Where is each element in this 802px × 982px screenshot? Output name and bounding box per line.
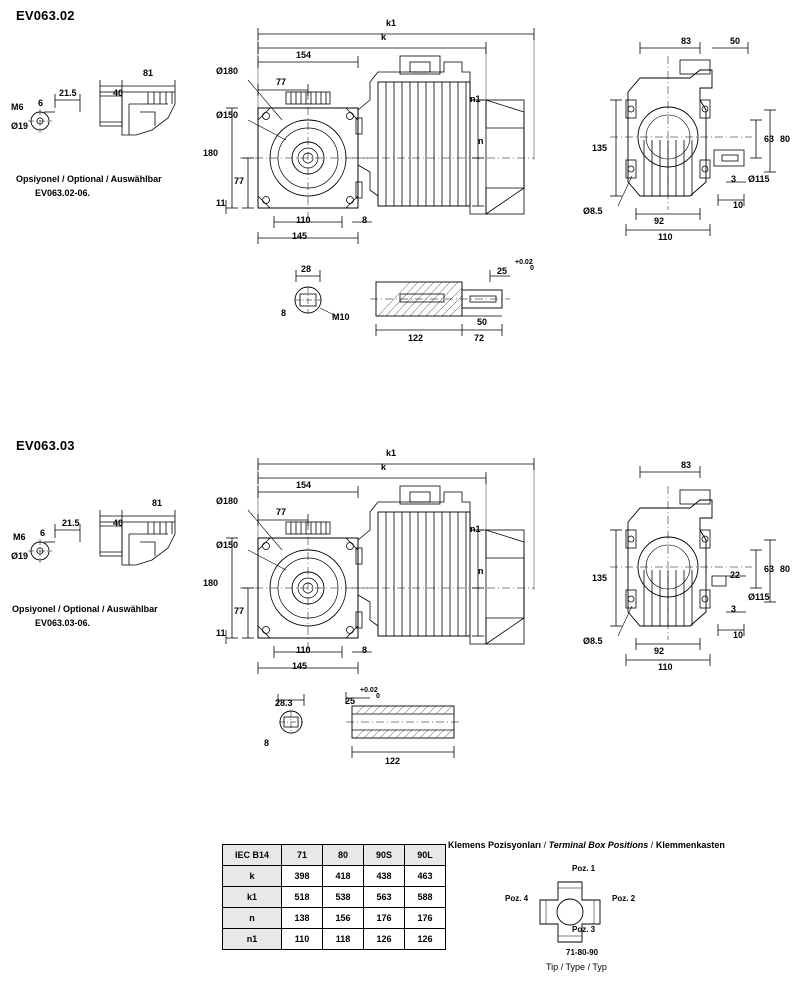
dim-n-s1: n [478, 136, 484, 146]
dim-92-s2: 92 [654, 646, 665, 656]
dim-8-s1: 8 [362, 215, 368, 225]
terminal-footer-sep2: / [587, 962, 593, 972]
dim-122-s1: 122 [408, 333, 424, 343]
dim-25-tol-upper-s2: +0.02 [360, 687, 378, 694]
table-row [223, 929, 446, 950]
dim-dia180-s1: Ø180 [216, 66, 239, 76]
dim-dia115-s1: Ø115 [748, 174, 770, 184]
optional-code-s1: EV063.02-06. [35, 188, 91, 198]
terminal-footer-tr: Tip [546, 962, 559, 972]
terminal-caption-sep2: / [650, 840, 654, 850]
table-row [223, 887, 446, 908]
dim-6-s1: 6 [38, 98, 44, 108]
dim-92-s1: 92 [654, 216, 665, 226]
row-label-k1: k1 [223, 887, 282, 908]
dim-m6-s2: M6 [13, 532, 26, 542]
dim-11-s2: 11 [216, 628, 226, 638]
terminal-footer-code: 71-80-90 [566, 948, 599, 957]
dim-k1-s1: k1 [386, 18, 397, 28]
dim-10-s1: 10 [733, 200, 744, 210]
dim-50b-s1: 50 [477, 317, 488, 327]
terminal-caption-tr: Klemens Pozisyonları [448, 840, 542, 850]
terminal-footer-sep1: / [560, 962, 566, 972]
dim-80-s1: 80 [780, 134, 791, 144]
row-label-k: k [223, 866, 282, 887]
terminal-caption-de: Klemmenkasten [655, 840, 725, 850]
dim-dia19-s1: Ø19 [11, 121, 29, 131]
row-label-n: n [223, 908, 282, 929]
cell-k-90s: 438 [364, 866, 405, 887]
dim-154-s2: 154 [296, 480, 312, 490]
dim-shaft28-s1: 28 [301, 264, 312, 274]
dim-6-s2: 6 [40, 528, 46, 538]
optional-code-s2: EV063.03-06. [35, 618, 91, 628]
terminal-caption-en: Terminal Box Positions [548, 840, 649, 850]
dim-21_5-s2: 21.5 [62, 518, 80, 528]
section-title-ev063-03: EV063.03 [16, 438, 75, 453]
cell-n-90l: 176 [405, 908, 446, 929]
cell-n-71: 138 [282, 908, 323, 929]
iec-dimension-table [222, 844, 446, 950]
optional-note-s1 [16, 174, 162, 184]
table-header-iec: IEC B14 [223, 845, 282, 866]
cell-n1-90s: 126 [364, 929, 405, 950]
dim-shaft8-s2: 8 [264, 738, 270, 748]
dim-m10-s1: M10 [332, 312, 350, 322]
table-header-90s: 90S [364, 845, 405, 866]
row-label-n1: n1 [223, 929, 282, 950]
dim-154-s1: 154 [296, 50, 312, 60]
dim-81-s1: 81 [143, 68, 154, 78]
terminal-poz-3-label: Poz. 3 [572, 925, 596, 934]
dim-110-s2: 110 [296, 645, 311, 655]
dim-110r-s2: 110 [658, 662, 673, 672]
table-header-90l: 90L [405, 845, 446, 866]
dim-8-s2: 8 [362, 645, 368, 655]
dim-dia150-s1: Ø150 [216, 110, 239, 120]
dim-n1-s2: n1 [470, 524, 481, 534]
dim-83-s2: 83 [681, 460, 692, 470]
dim-25-s1: 25 [497, 266, 508, 276]
dim-77-top-s1: 77 [276, 77, 287, 87]
dim-83-s1: 83 [681, 36, 692, 46]
cell-n-80: 156 [323, 908, 364, 929]
dim-77-side-s2: 77 [234, 606, 245, 616]
terminal-caption-sep1: / [543, 840, 547, 850]
dim-77-top-s2: 77 [276, 507, 287, 517]
dim-3-s1: 3 [731, 174, 737, 184]
dim-10-s2: 10 [733, 630, 744, 640]
dim-m6-s1: M6 [11, 102, 24, 112]
dim-40-s2: 40 [113, 518, 124, 528]
cell-k1-71: 518 [282, 887, 323, 908]
terminal-poz-1-label: Poz. 1 [572, 864, 596, 873]
table-row [223, 866, 446, 887]
terminal-poz-4-label: Poz. 4 [505, 894, 529, 903]
cell-n1-90l: 126 [405, 929, 446, 950]
dim-25-tol-upper-s1: +0.02 [515, 259, 533, 266]
dim-25-tol-lower-s2: 0 [376, 693, 380, 700]
dim-80-s2: 80 [780, 564, 791, 574]
cell-k1-90s: 563 [364, 887, 405, 908]
dim-180-s2: 180 [203, 578, 219, 588]
dim-63-s1: 63 [764, 134, 775, 144]
terminal-footer-en: Type [565, 962, 586, 972]
terminal-footer-types [546, 962, 607, 972]
dim-11-s1: 11 [216, 198, 226, 208]
dim-145-s1: 145 [292, 231, 308, 241]
dim-40-s1: 40 [113, 88, 124, 98]
dim-81-s2: 81 [152, 498, 163, 508]
dim-122-s2: 122 [385, 756, 401, 766]
dim-25-s2: 25 [345, 696, 356, 706]
cell-k-71: 398 [282, 866, 323, 887]
table-header-80: 80 [323, 845, 364, 866]
dim-180-s1: 180 [203, 148, 219, 158]
table-header-71: 71 [282, 845, 323, 866]
dim-72-s1: 72 [474, 333, 485, 343]
dim-dia115-s2: Ø115 [748, 592, 770, 602]
dim-k-s1: k [381, 32, 387, 42]
terminal-footer-de: Typ [592, 962, 607, 972]
dim-22-s2: 22 [730, 570, 741, 580]
dim-dia8_5-s2: Ø8.5 [583, 636, 603, 646]
dim-110r-s1: 110 [658, 232, 673, 242]
cell-n1-71: 110 [282, 929, 323, 950]
cell-k-80: 418 [323, 866, 364, 887]
dim-135-s1: 135 [592, 143, 608, 153]
cell-n1-80: 118 [323, 929, 364, 950]
table-row [223, 908, 446, 929]
optional-note-text-s1: Opsiyonel / Optional / Auswählbar [16, 174, 162, 184]
dim-dia150-s2: Ø150 [216, 540, 239, 550]
dim-shaft28_3-s2: 28.3 [275, 698, 293, 708]
drawing-ev063-02 [0, 0, 802, 420]
dim-n-s2: n [478, 566, 484, 576]
cell-n-90s: 176 [364, 908, 405, 929]
dim-shaft8-s1: 8 [281, 308, 287, 318]
dim-50-s1: 50 [730, 36, 741, 46]
dim-110-s1: 110 [296, 215, 311, 225]
dim-n1-s1: n1 [470, 94, 481, 104]
dim-dia19-s2: Ø19 [11, 551, 29, 561]
dim-k1-s2: k1 [386, 448, 397, 458]
cell-k1-90l: 588 [405, 887, 446, 908]
dim-135-s2: 135 [592, 573, 608, 583]
dim-k-s2: k [381, 462, 387, 472]
table-header-row [223, 845, 446, 866]
terminal-poz-2-label: Poz. 2 [612, 894, 636, 903]
section-title-ev063-02: EV063.02 [16, 8, 75, 23]
dim-21_5-s1: 21.5 [59, 88, 77, 98]
cell-k1-80: 538 [323, 887, 364, 908]
dim-77-side-s1: 77 [234, 176, 245, 186]
dim-145-s2: 145 [292, 661, 308, 671]
dim-dia180-s2: Ø180 [216, 496, 239, 506]
dim-3-s2: 3 [731, 604, 737, 614]
drawing-ev063-03 [0, 430, 802, 850]
optional-note-s2: Opsiyonel / Optional / Auswählbar [12, 604, 158, 614]
dim-dia8_5-s1: Ø8.5 [583, 206, 603, 216]
dim-63-s2: 63 [764, 564, 775, 574]
cell-k-90l: 463 [405, 866, 446, 887]
dim-25-tol-lower-s1: 0 [530, 265, 534, 272]
terminal-box-caption [448, 840, 725, 850]
